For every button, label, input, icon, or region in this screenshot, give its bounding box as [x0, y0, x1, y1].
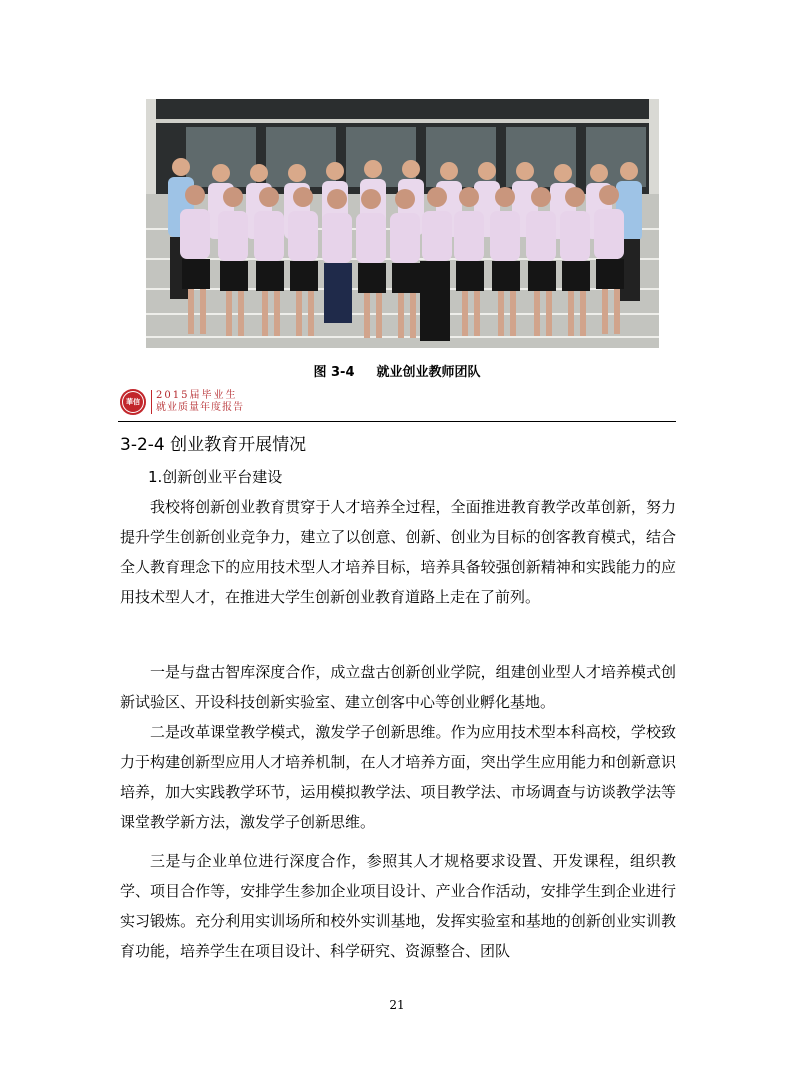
seal-icon: 華信: [120, 389, 146, 415]
report-brand: [151, 390, 244, 414]
section-heading: 3-2-4 创业教育开展情况: [120, 435, 307, 455]
report-brand-line1: 2015届毕业生: [156, 390, 238, 401]
team-photo: [146, 99, 659, 348]
page-number: 21: [389, 998, 405, 1012]
body-paragraph: 二是改革课堂教学模式，激发学子创新思维。作为应用技术型本科高校，学校致力于构建创新型应用人才培养机制，在人才培养方面，突出学生应用能力和创新意识培养，加大实践教学环节，运用模拟教学法、项目教学法、市场调查与访谈教学法等课堂教学新方法，激发学子创新思维。: [120, 723, 676, 831]
report-logo: [120, 389, 244, 415]
body-paragraph: 三是与企业单位进行深度合作，参照其人才规格要求设置、开发课程，组织教学、项目合作等，安排学生参加企业项目设计、产业合作活动，安排学生到企业进行实习锻炼。充分利用实训场所和校外实训基地，发挥实验室和基地的创新创业实训教育功能，培养学生在项目设计、科学研究、资源整合、团队: [120, 852, 676, 960]
body-paragraph: 一是与盘古智库深度合作，成立盘古创新创业学院，组建创业型人才培养模式创新试验区、开设科技创新实验室、建立创客中心等创业孵化基地。: [120, 663, 676, 711]
header-divider: [118, 421, 676, 422]
team-photo-illustration: [146, 99, 659, 348]
figure-title: 就业创业教师团队: [376, 365, 481, 380]
figure-label: 图 3-4: [313, 365, 355, 380]
section-subheading: 1.创新创业平台建设: [148, 468, 283, 486]
figure-caption: [0, 361, 794, 380]
body-paragraph: 我校将创新创业教育贯穿于人才培养全过程，全面推进教育教学改革创新，努力提升学生创新创业竞争力，建立了以创意、创新、创业为目标的创客教育模式，结合全人教育理念下的应用技术型人才培养目标，培养具备较强创新精神和实践能力的应用技术型人才，在推进大学生创新创业教育道路上走在了前列。: [120, 498, 676, 606]
report-brand-line2: 就业质量年度报告: [156, 402, 244, 413]
